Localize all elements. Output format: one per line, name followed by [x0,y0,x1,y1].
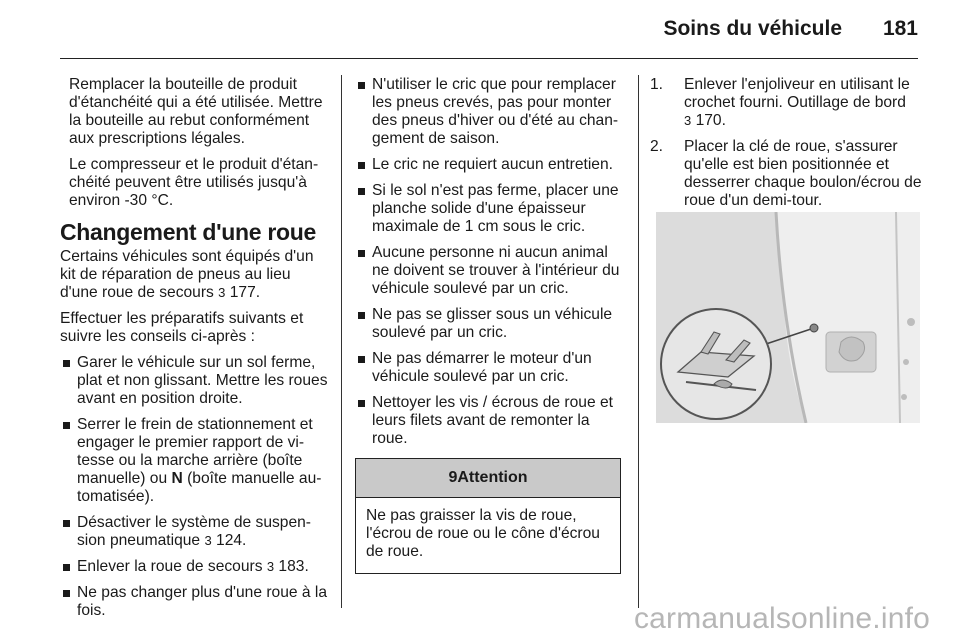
reference-arrow-icon: 3 [684,113,692,128]
jack-illustration [656,212,920,423]
gear-letter: N [171,470,183,487]
list-item: Serrer le frein de stationnement et engager le premier rapport de vi-tesse ou la marche arrière (boîte manuelle) ou N (boîte manuelle au-tomatisée). [60,416,332,506]
bullet-list [60,354,332,620]
column-divider [341,75,342,608]
list-item: 1. Enlever l'enjoliveur en utilisant le crochet fourni. Outillage de bord 3 170. [650,76,910,129]
page-header [0,0,960,60]
watermark: carmanualsonline.info [633,602,930,635]
header-rule [60,58,918,59]
list-item: Désactiver le système de suspen-sion pneumatique 3 124. [60,514,332,550]
step-number: 2. [650,138,664,155]
step-number: 1. [650,76,664,93]
paragraph: Effectuer les préparatifs suivants et suivre les conseils ci-après : [60,310,304,345]
page-reference[interactable]: 177. [229,284,261,301]
list-item: Garer le véhicule sur un sol ferme, plat et non glissant. Mettre les roues avant en position droite. [60,354,332,408]
bullet-list [355,76,625,448]
warning-icon: 9 [448,469,458,486]
warning-text: Ne pas graisser la vis de roue, l'écrou de roue ou le cône d'écrou de roue. [366,507,600,560]
page-reference[interactable]: 124. [216,532,247,549]
warning-header [356,459,620,498]
page-title: Soins du véhicule [663,17,842,40]
list-item: Ne pas changer plus d'une roue à la fois. [60,584,332,620]
list-item: Aucune personne ni aucun animal ne doivent se trouver à l'intérieur du véhicule soulevé par un cric. [355,244,625,298]
warning-title: Attention [457,469,528,486]
page-number: 181 [882,17,918,40]
list-item: Ne pas se glisser sous un véhicule soulevé par un cric. [355,306,625,342]
list-item: Enlever la roue de secours 3 183. [60,558,332,576]
list-item: Ne pas démarrer le moteur d'un véhicule soulevé par un cric. [355,350,625,386]
page-reference[interactable]: 170. [695,112,726,129]
list-item: Le cric ne requiert aucun entretien. [355,156,625,174]
page-reference[interactable]: 183. [278,558,309,575]
list-item: Nettoyer les vis / écrous de roue et leurs filets avant de remonter la roue. [355,394,625,448]
reference-arrow-icon: 3 [218,285,226,300]
numbered-list [650,76,922,210]
paragraph: Remplacer la bouteille de produit d'étanchéité qui a été utilisée. Mettre la bouteille au rebut conformément aux prescriptions légales. [69,76,323,147]
reference-arrow-icon: 3 [266,559,275,574]
list-item: N'utiliser le cric que pour remplacer les pneus crevés, pas pour monter des pneus d'hiver ou d'été au chan-gement de saison. [355,76,625,148]
warning-box [355,458,621,574]
section-heading: Changement d'une roue [60,219,317,245]
column-middle [355,76,625,574]
paragraph: Le compresseur et le produit d'étan-chéité peuvent être utilisés jusqu'à environ -30 °C. [69,156,319,209]
column-left [60,76,332,628]
list-item: Si le sol n'est pas ferme, placer une planche solide d'une épaisseur maximale de 1 cm sous le cric. [355,182,625,236]
column-divider [638,75,639,608]
list-item: 2. Placer la clé de roue, s'assurer qu'elle est bien positionnée et desserrer chaque boulon/écrou de roue d'un demi-tour. [650,138,922,209]
column-right [650,76,922,218]
reference-arrow-icon: 3 [204,533,212,548]
paragraph: Certains véhicules sont équipés d'un kit de réparation de pneus au lieu d'une roue de secours 3 177. [60,248,314,301]
